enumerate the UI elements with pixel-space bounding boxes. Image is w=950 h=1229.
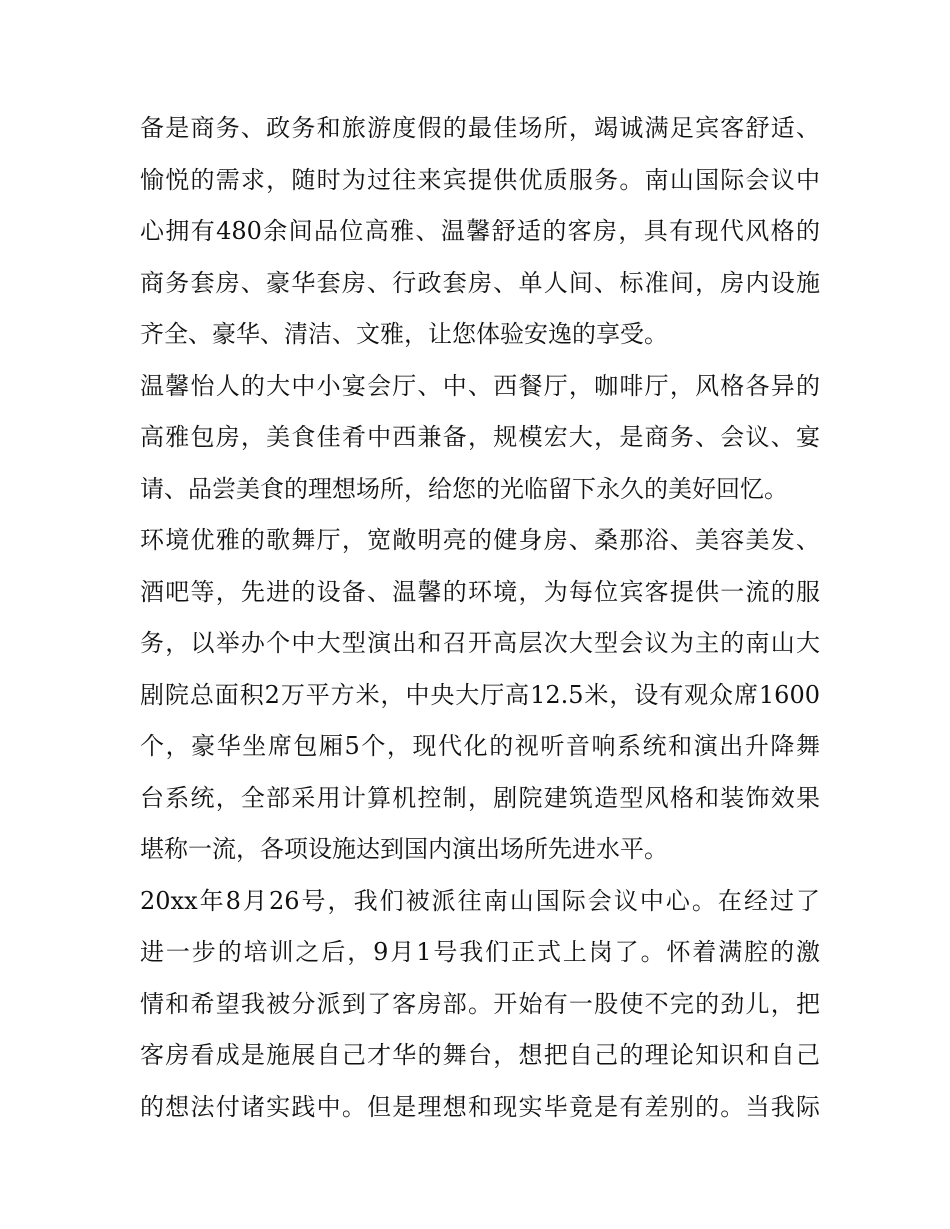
text-line: 台系统，全部采用计算机控制，剧院建筑造型风格和装饰效果: [140, 783, 820, 812]
text-line: 酒吧等，先进的设备、温馨的环境，为每位宾客提供一流的服: [140, 577, 820, 606]
text-line: 剧院总面积2万平方米，中央大厅高12.5米，设有观众席1600: [140, 680, 820, 709]
text-line: 堪称一流，各项设施达到国内演出场所先进水平。: [140, 835, 668, 863]
text-line: 愉悦的需求，随时为过往来宾提供优质服务。南山国际会议中: [140, 165, 820, 194]
text-line: 20xx年8月26号，我们被派往南山国际会议中心。在经过了: [140, 886, 820, 915]
text-line: 情和希望我被分派到了客房部。开始有一股使不完的劲儿，把: [140, 989, 820, 1018]
text-line: 商务套房、豪华套房、行政套房、单人间、标准间，房内设施: [140, 268, 820, 297]
text-line: 个，豪华坐席包厢5个，现代化的视听音响系统和演出升降舞: [140, 732, 820, 760]
text-line: 请、品尝美食的理想场所，给您的光临留下永久的美好回忆。: [140, 474, 788, 503]
text-line: 的想法付诸实践中。但是理想和现实毕竟是有差别的。当我际: [140, 1092, 820, 1121]
text-line: 环境优雅的歌舞厅，宽敞明亮的健身房、桑那浴、美容美发、: [140, 526, 820, 554]
text-line: 务，以举办个中大型演出和召开高层次大型会议为主的南山大: [140, 629, 820, 657]
text-line: 心拥有480余间品位高雅、温馨舒适的客房，具有现代风格的: [140, 217, 820, 245]
text-line: 客房看成是施展自己才华的舞台，想把自己的理论知识和自己: [140, 1041, 820, 1069]
text-line: 高雅包房，美食佳肴中西兼备，规模宏大，是商务、会议、宴: [140, 423, 820, 451]
text-line: 进一步的培训之后，9月1号我们正式上岗了。怀着满腔的激: [140, 938, 820, 966]
body-text: [140, 103, 820, 1133]
text-line: 齐全、豪华、清洁、文雅，让您体验安逸的享受。: [140, 320, 668, 348]
text-line: 温馨怡人的大中小宴会厅、中、西餐厅，咖啡厅，风格各异的: [140, 371, 820, 400]
text-line: 备是商务、政务和旅游度假的最佳场所，竭诚满足宾客舒适、: [140, 114, 820, 142]
